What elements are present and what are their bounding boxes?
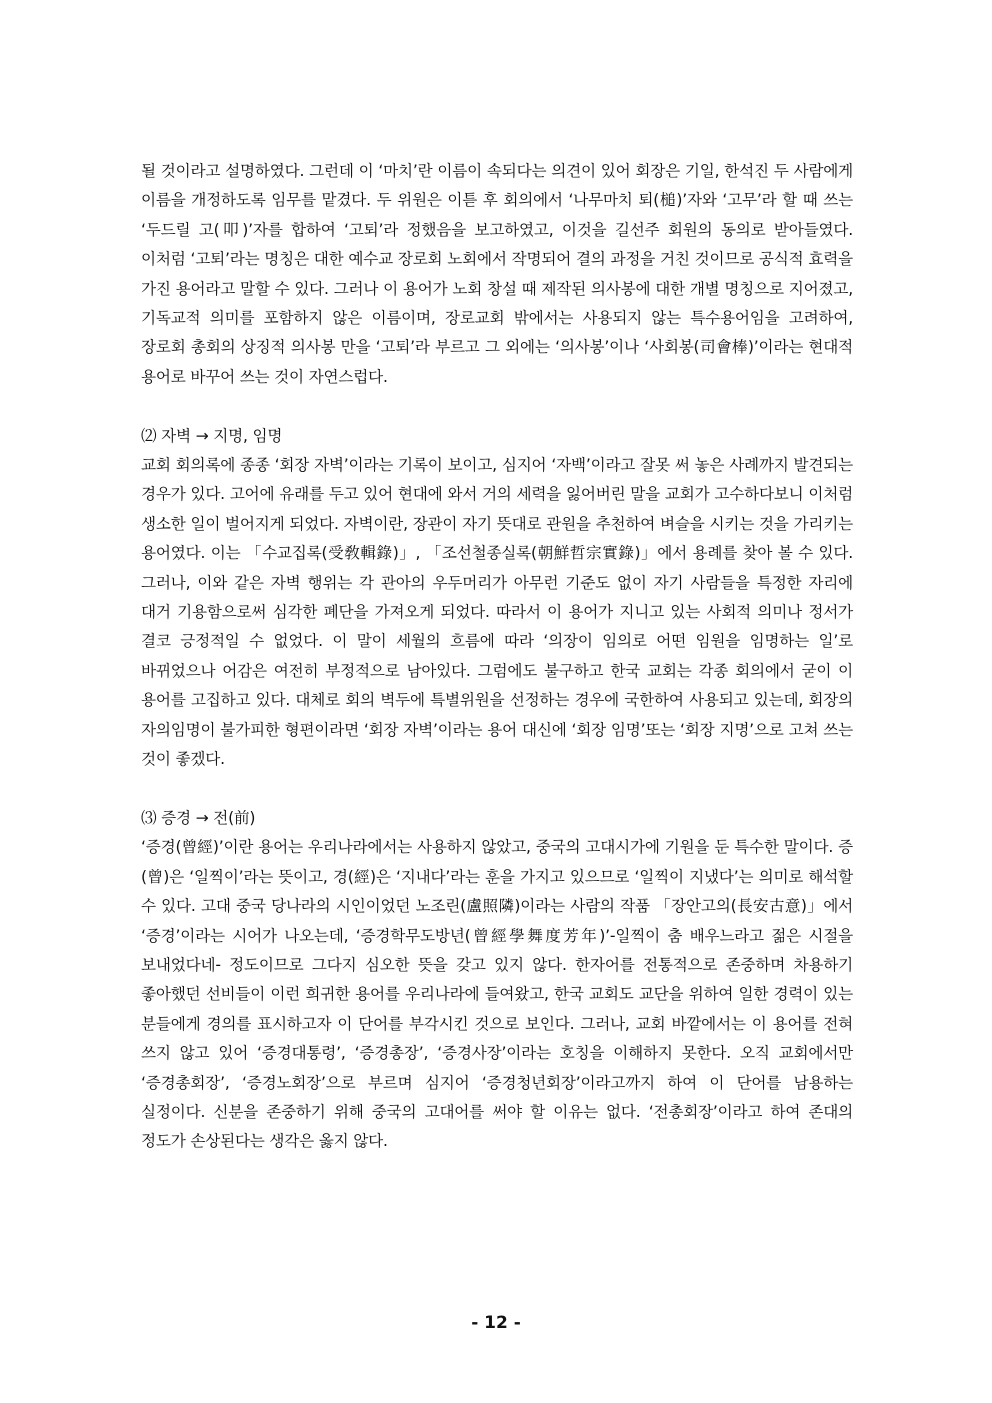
paragraph-spacer [141, 775, 853, 804]
paragraph-jabyeok: 교회 회의록에 종종 ‘회장 자벽’이라는 기록이 보이고, 심지어 ‘자백’이라고 잘못 써 놓은 사례까지 발견되는 경우가 있다. 고어에 유래를 두고 있어 현대에 와서 거의 세력을 잃어버린 말을 교회가 고수하다보니 이처럼 생소한 일이 벌어지게 되었다. 자벽이란, 장관이 자기 뜻대로 관원을 추천하여 벼슬을 시키는 것을 가리키는 용어였다. 이는 「수교집록(受敎輯錄)」, 「조선철종실록(朝鮮哲宗實錄)」에서 용례를 찾아 볼 수 있다. 그러나, 이와 같은 자벽 행위는 각 관아의 우두머리가 아무런 기준도 없이 자기 사람들을 특정한 자리에 대거 기용함으로써 심각한 폐단을 가져오게 되었다. 따라서 이 용어가 지니고 있는 사회적 의미나 정서가 결코 긍정적일 수 없었다. 이 말이 세월의 흐름에 따라 ‘의장이 임의로 어떤 임원을 임명하는 일’로 바뀌었으나 어감은 여전히 부정적으로 남아있다. 그럼에도 불구하고 한국 교회는 각종 회의에서 굳이 이 용어를 고집하고 있다. 대체로 회의 벽두에 특별위원을 선정하는 경우에 국한하여 사용되고 있는데, 회장의 자의임명이 불가피한 형편이라면 ‘회장 자벽’이라는 용어 대신에 ‘회장 임명’또는 ‘회장 지명’으로 고쳐 쓰는 것이 좋겠다. [141, 456, 853, 769]
paragraph-gotoe: 될 것이라고 설명하였다. 그런데 이 ‘마치’란 이름이 속되다는 의견이 있어 회장은 기일, 한석진 두 사람에게 이름을 개정하도록 임무를 맡겼다. 두 위원은 이튿 후 회의에서 ‘나무마치 퇴(槌)’자와 ‘고무’라 할 때 쓰는 ‘두드릴 고(叩)’자를 합하여 ‘고퇴’라 정했음을 보고하였고, 이것을 길선주 회원의 동의로 받아들였다. 이처럼 ‘고퇴’라는 명칭은 대한 예수교 장로회 노회에서 작명되어 결의 과정을 거친 것이므로 공식적 효력을 가진 용어라고 말할 수 있다. 그러나 이 용어가 노회 창설 때 제작된 의사봉에 대한 개별 명칭으로 지어졌고, 기독교적 의미를 포함하지 않은 이름이며, 장로교회 밖에서는 사용되지 않는 특수용어임을 고려하여, 장로회 총회의 상징적 의사봉 만을 ‘고퇴’라 부르고 그 외에는 ‘의사봉’이나 ‘사회봉(司會棒)’이라는 현대적 용어로 바꾸어 쓰는 것이 자연스럽다. [141, 162, 853, 386]
document-body [141, 157, 853, 1157]
paragraph-jeunggyeong: ‘증경(曾經)’이란 용어는 우리나라에서는 사용하지 않았고, 중국의 고대시가에 기원을 둔 특수한 말이다. 증(曾)은 ‘일찍이’라는 뜻이고, 경(經)은 ‘지내다’라는 훈을 가지고 있으므로 ‘일찍이 지냈다’는 의미로 해석할 수 있다. 고대 중국 당나라의 시인이었던 노조린(盧照隣)이라는 사람의 작품 「장안고의(長安古意)」에서 ‘증경’이라는 시어가 나오는데, ‘증경학무도방년(曾經學舞度芳年)’-일찍이 춤 배우느라고 젊은 시절을 보내었다네- 정도이므로 그다지 심오한 뜻을 갖고 있지 않다. 한자어를 전통적으로 존중하며 차용하기 좋아했던 선비들이 이런 희귀한 용어를 우리나라에 들여왔고, 한국 교회도 교단을 위하여 일한 경력이 있는 분들에게 경의를 표시하고자 이 단어를 부각시킨 것으로 보인다. 그러나, 교회 바깥에서는 이 용어를 전혀 쓰지 않고 있어 ‘증경대통령’, ‘증경총장’, ‘증경사장’이라는 호칭을 이해하지 못한다. 오직 교회에서만 ‘증경총회장’, ‘증경노회장’으로 부르며 심지어 ‘증경청년회장’이라고까지 하여 이 단어를 남용하는 실정이다. 신분을 존중하기 위해 중국의 고대어를 써야 할 이유는 없다. ‘전총회장’이라고 하여 존대의 정도가 손상된다는 생각은 옳지 않다. [141, 838, 853, 1151]
section-heading-jabyeok: ⑵ 자벽 → 지명, 임명 [141, 426, 283, 445]
paragraph-spacer [141, 392, 853, 421]
section-heading-jeunggyeong: ⑶ 증경 → 전(前) [141, 808, 256, 827]
page-number: - 12 - [471, 1313, 521, 1333]
